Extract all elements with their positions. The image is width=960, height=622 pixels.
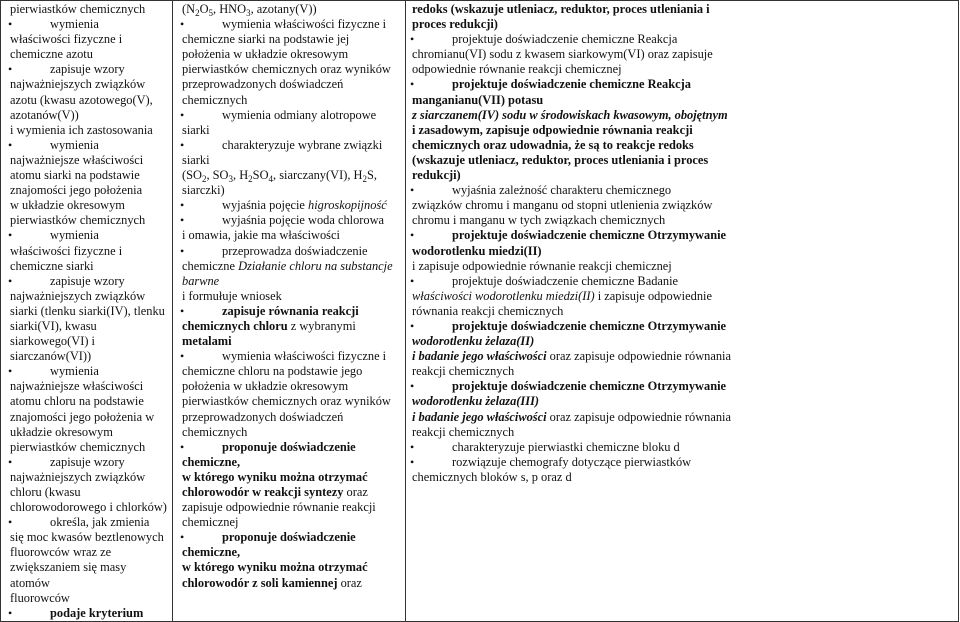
- text-line: równania reakcji chemicznych: [412, 303, 564, 318]
- text-line: właściwości wodorotlenku miedzi(II) i zapisuje odpowiednie: [412, 288, 712, 303]
- text-line: wodorotlenku miedzi(II): [412, 243, 542, 258]
- text-line: metalami: [182, 334, 232, 349]
- list-item: • wyjaśnia zależność charakteru chemicznego: [410, 183, 672, 198]
- text-line: chlorowodorowego i chlorków): [10, 500, 167, 515]
- text-line: chemiczne,: [182, 545, 241, 560]
- text-line: znajomości jego położenia w: [10, 409, 155, 424]
- bullet-icon: •: [8, 605, 13, 620]
- bullet-icon: •: [8, 273, 13, 288]
- list-item: • charakteryzuje pierwiastki chemiczne bloku d: [410, 439, 680, 454]
- text-line: siarczanów(VI)): [10, 349, 92, 364]
- text-line: właściwości fizyczne i: [10, 243, 123, 258]
- text-line: reakcji chemicznych: [412, 364, 515, 379]
- column-3-cell: [406, 1, 959, 622]
- formula-line-nitrogen: ($N_2O_5$, $HNO_3$, azotany(V)): [182, 2, 317, 18]
- text-line: chemiczne siarki: [10, 258, 94, 273]
- text-line: znajomości jego położenia: [10, 183, 143, 198]
- bullet-icon: •: [180, 213, 185, 228]
- list-item: • wymienia właściwości fizyczne i: [180, 17, 387, 32]
- bullet-icon: •: [8, 228, 13, 243]
- text-line: i badanie jego właściwości oraz zapisuje odpowiednie równania: [412, 409, 731, 424]
- text-line: pierwiastków chemicznych: [10, 213, 146, 228]
- list-item: • wymienia właściwości fizyczne i: [180, 349, 387, 364]
- bullet-icon: •: [8, 17, 13, 32]
- text-line: chemicznych oraz udowadnia, że są to reakcje redoks: [412, 137, 694, 152]
- bullet-icon: •: [180, 17, 185, 32]
- text-line: atomu chloru na podstawie: [10, 394, 144, 409]
- text-line: zapisuje odpowiednie równanie reakcji: [182, 500, 376, 515]
- column-1-cell: [1, 1, 173, 622]
- text-line: chemiczne chloru na podstawie jego: [182, 364, 363, 379]
- text-line: siarki (tlenku siarki(IV), tlenku: [10, 303, 165, 318]
- text-line: redoks (wskazuje utleniacz, reduktor, proces utleniania i: [412, 2, 710, 16]
- bullet-icon: •: [180, 137, 185, 152]
- list-item: • projektuje doświadczenie chemiczne Otrzymywanie: [410, 318, 727, 333]
- text-line: najważniejsze właściwości: [10, 379, 144, 394]
- text-line: pierwiastków chemicznych: [10, 2, 146, 16]
- text-line: i zasadowym, zapisuje odpowiednie równania reakcji: [412, 122, 693, 137]
- text-line: i wymienia ich zastosowania: [10, 122, 153, 137]
- text-line: z siarczanem(IV) sodu w środowiskach kwasowym, obojętnym: [412, 107, 728, 122]
- list-item: • proponuje doświadczenie: [180, 530, 356, 545]
- text-line: przeprowadzonych doświadczeń: [182, 409, 344, 424]
- text-line: i formułuje wniosek: [182, 288, 282, 303]
- bullet-icon: •: [8, 454, 13, 469]
- text-line: chemicznych: [182, 92, 248, 107]
- text-line: atomu siarki na podstawie: [10, 168, 140, 183]
- text-line: właściwości fizyczne i: [10, 32, 123, 47]
- text-line: (wskazuje utleniacz, reduktor, proces utleniania i proces: [412, 152, 709, 167]
- bullet-icon: •: [180, 530, 185, 545]
- text-line: azotu (kwasu azotowego(V),: [10, 92, 153, 107]
- text-line: pierwiastków chemicznych oraz wyników: [182, 394, 391, 409]
- text-line: siarki: [182, 122, 210, 137]
- text-line: najważniejszych związków: [10, 288, 146, 303]
- bullet-icon: •: [410, 183, 415, 198]
- text-line: manganianu(VII) potasu: [412, 92, 544, 107]
- text-line: siarkowego(VI) i: [10, 334, 95, 349]
- list-item: • proponuje doświadczenie: [180, 439, 356, 454]
- bullet-icon: •: [180, 243, 185, 258]
- text-line: układzie okresowym: [10, 424, 113, 439]
- list-item: • przeprowadza doświadczenie: [180, 243, 368, 258]
- list-item: • zapisuje równania reakcji: [180, 303, 359, 318]
- text-line: najważniejszych związków: [10, 469, 146, 484]
- text-line: i badanie jego właściwości oraz zapisuje odpowiednie równania: [412, 349, 731, 364]
- text-line: chromianu(VI) sodu z kwasem siarkowym(VI) oraz zapisuje: [412, 47, 713, 62]
- text-line: chloru (kwasu: [10, 485, 81, 499]
- text-line: w którego wyniku można otrzymać: [182, 469, 368, 484]
- list-item: • charakteryzuje wybrane związki: [180, 137, 383, 152]
- list-item: • projektuje doświadczenie chemiczne Otrzymywanie: [410, 379, 727, 394]
- text-line: pierwiastków chemicznych oraz wyników: [182, 62, 391, 77]
- bullet-icon: •: [8, 364, 13, 379]
- text-line: proces redukcji): [412, 17, 498, 32]
- text-line: reakcji chemicznych: [412, 424, 515, 439]
- column-2-cell: [173, 1, 406, 622]
- text-line: wodorotlenku żelaza(II): [412, 334, 535, 349]
- list-item: • określa, jak zmienia: [8, 515, 150, 530]
- list-item: • zapisuje wzory: [8, 62, 125, 77]
- text-line: chemicznych: [182, 424, 248, 439]
- text-line: wodorotlenku żelaza(III): [412, 394, 540, 409]
- text-line: chemiczne Działanie chloru na substancje: [182, 258, 393, 273]
- text-line: pierwiastków chemicznych: [10, 439, 146, 454]
- text-line: położenia w układzie okresowym: [182, 47, 349, 62]
- text-line: fluorowców wraz ze: [10, 545, 112, 560]
- bullet-icon: •: [410, 439, 415, 454]
- column-1: [1, 1, 172, 621]
- text-line: siarki(VI), kwasu: [10, 318, 97, 333]
- text-line: najważniejsze właściwości: [10, 152, 144, 167]
- formula-line-sulfur: ($SO_2$, $SO_3$, $H_2SO_4$, siarczany(VI), $H_2S$,: [182, 168, 377, 185]
- list-item: • podaje kryterium: [8, 605, 144, 620]
- text-line: chlorowodór z soli kamiennej oraz: [182, 575, 362, 590]
- text-line: fluorowców: [10, 590, 70, 605]
- bullet-icon: •: [410, 318, 415, 333]
- bullet-icon: •: [410, 454, 415, 469]
- text-line: chemicznej: [182, 515, 239, 530]
- text-line: chemiczne azotu: [10, 47, 93, 62]
- list-item: • wyjaśnia pojęcie higroskopijność: [180, 198, 387, 213]
- list-item: • projektuje doświadczenie chemiczne Reakcja: [410, 77, 691, 92]
- bullet-icon: •: [410, 32, 415, 47]
- text-line: w układzie okresowym: [10, 198, 125, 213]
- bullet-icon: •: [180, 439, 185, 454]
- text-line: siarki: [182, 152, 210, 167]
- bullet-icon: •: [180, 303, 185, 318]
- column-2: [173, 1, 405, 591]
- list-item: • zapisuje wzory: [8, 454, 125, 469]
- text-line: chlorowodór w reakcji syntezy oraz: [182, 485, 368, 499]
- bullet-icon: •: [180, 107, 185, 122]
- text-line: najważniejszych związków: [10, 77, 146, 92]
- bullet-icon: •: [410, 379, 415, 394]
- bullet-icon: •: [410, 228, 415, 243]
- text-line: chemiczne siarki na podstawie jej: [182, 32, 350, 47]
- list-item: • projektuje doświadczenie chemiczne Otrzymywanie: [410, 228, 727, 243]
- text-line: azotanów(V)): [10, 107, 79, 122]
- bullet-icon: •: [180, 349, 185, 364]
- text-line: się moc kwasów beztlenowych: [10, 530, 164, 545]
- list-item: • wyjaśnia pojęcie woda chlorowa: [180, 213, 385, 228]
- list-item: • zapisuje wzory: [8, 273, 125, 288]
- text-line: i zapisuje odpowiednie równanie reakcji chemicznej: [412, 258, 672, 273]
- bullet-icon: •: [410, 77, 415, 92]
- text-line: siarczki): [182, 183, 225, 198]
- list-item: • wymienia odmiany alotropowe: [180, 107, 377, 122]
- text-line: chromu i manganu w tych związkach chemicznych: [412, 213, 666, 228]
- text-line: odpowiednie równanie reakcji chemicznej: [412, 62, 622, 77]
- list-item: • wymienia: [8, 137, 99, 152]
- list-item: • rozwiązuje chemografy dotyczące pierwiastków: [410, 454, 692, 469]
- list-item: • wymienia: [8, 228, 99, 243]
- bullet-icon: •: [180, 198, 185, 213]
- bullet-icon: •: [8, 137, 13, 152]
- column-3: [406, 1, 958, 485]
- list-item: • wymienia: [8, 17, 99, 32]
- text-line: zwiększaniem się masy atomów: [10, 560, 127, 590]
- text-line: barwne: [182, 273, 220, 288]
- list-item: • projektuje doświadczenie chemiczne Reakcja: [410, 32, 678, 47]
- text-line: redukcji): [412, 168, 461, 183]
- list-item: • projektuje doświadczenie chemiczne Badanie: [410, 273, 679, 288]
- text-line: w którego wyniku można otrzymać: [182, 560, 368, 575]
- text-line: chemicznych chloru z wybranymi: [182, 318, 356, 333]
- text-line: położenia w układzie okresowym: [182, 379, 349, 394]
- bullet-icon: •: [8, 515, 13, 530]
- bullet-icon: •: [8, 62, 13, 77]
- text-line: chemiczne,: [182, 454, 241, 469]
- text-line: i omawia, jakie ma właściwości: [182, 228, 340, 243]
- text-line: chemicznych bloków s, p oraz d: [412, 469, 572, 484]
- list-item: • wymienia: [8, 364, 99, 379]
- text-line: związków chromu i manganu od stopni utlenienia związków: [412, 198, 713, 213]
- text-line: przeprowadzonych doświadczeń: [182, 77, 344, 92]
- bullet-icon: •: [410, 273, 415, 288]
